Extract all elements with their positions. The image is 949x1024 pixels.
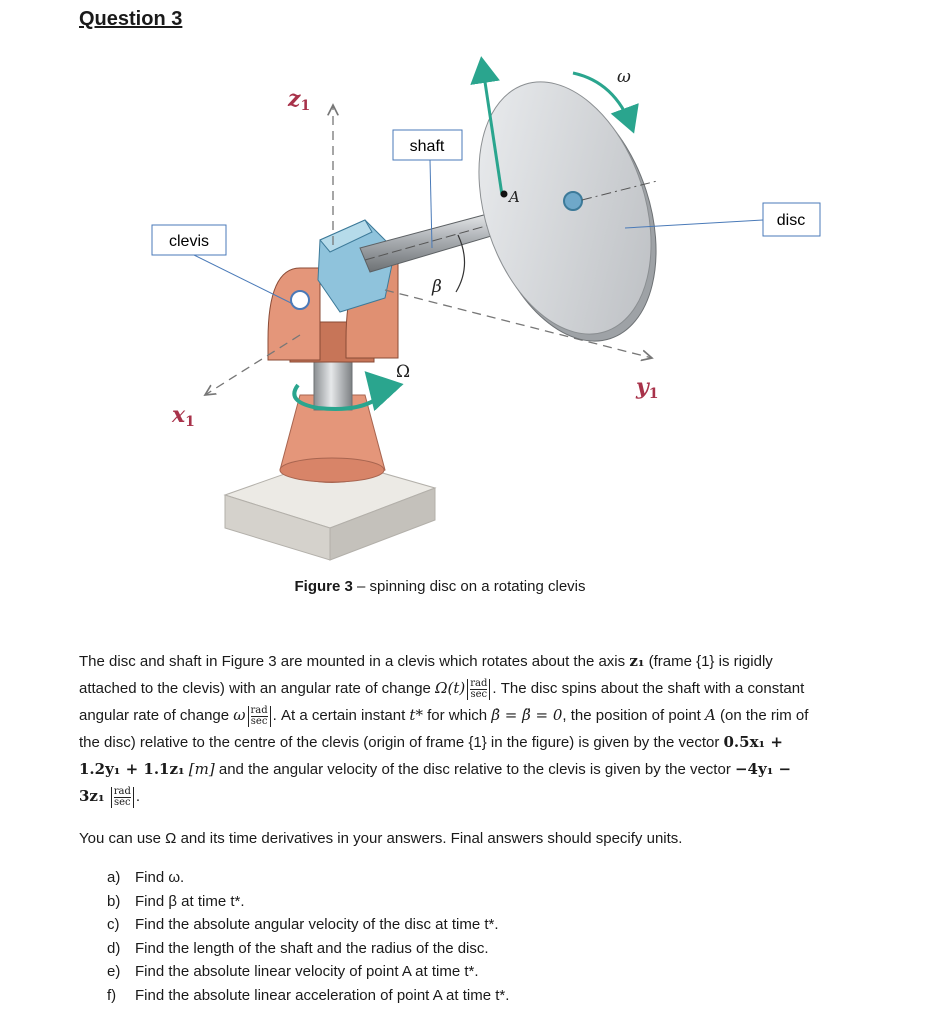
question-heading: Question 3 xyxy=(79,8,183,30)
figure-caption: Figure 3 – spinning disc on a rotating clevis xyxy=(294,578,586,595)
question-text: Find the absolute angular velocity of the disc at time t*. xyxy=(135,916,499,933)
A-label: A xyxy=(509,188,520,206)
question-label: d) xyxy=(107,939,121,957)
y1-label: y1 xyxy=(636,374,659,402)
question-text: Find the length of the shaft and the radius of the disc. xyxy=(135,939,489,957)
x1-label: x1 xyxy=(172,402,195,430)
z1-label: z1 xyxy=(288,86,311,114)
Omega-label: Ω xyxy=(396,362,411,382)
question-label: f) xyxy=(107,986,117,1004)
question-text: Find β at time t*. xyxy=(135,892,245,910)
beta-label: β xyxy=(432,277,442,297)
svg-text:disc: disc xyxy=(776,212,806,229)
question-label: c) xyxy=(107,916,120,933)
question-text: Find the absolute linear acceleration of point A at time t*. xyxy=(135,986,510,1004)
svg-text:clevis: clevis xyxy=(168,233,210,250)
question-item xyxy=(107,937,509,961)
x1-axis xyxy=(205,335,300,395)
question-label: b) xyxy=(107,892,121,910)
problem-statement: The disc and shaft in Figure 3 are mounted in a clevis which rotates about the axis z₁ (frame {1} is rigidly attached to the clevis) with an angular rate of change Ω(t) $\frac{\text{rad}}{\sec}$ . The disc spins about the shaft with a constant angular rate of change ω $\frac{\text{rad}}{\sec}$ . At a certain instant t* for which β̇ = β̈ = 0, the position of point A (on the rim of the disc) relative to the centre of the clevis (origin of frame {1} in the figure) is given by the vector 0.5x₁ + 1.2y₁ + 1.1z₁ [m] and the angular velocity of the disc relative to the clevis is given by the vector −4y₁ − 3z₁ $\frac{\text{rad}}{\sec}$ . xyxy=(79,652,809,808)
question-text: Find ω. xyxy=(135,869,185,886)
clevis-leader xyxy=(192,254,293,304)
omega-label: ω xyxy=(617,67,631,87)
point-a xyxy=(501,191,508,198)
unit-rad-per-sec: $\frac{\text{rad}}{\sec}$ xyxy=(467,679,490,700)
vertical-post xyxy=(314,360,352,410)
shaft xyxy=(360,212,505,272)
note: You can use Ω and its time derivatives in your answers. Final answers should specify units. xyxy=(79,830,683,847)
question-item xyxy=(107,866,509,890)
question-item xyxy=(107,960,509,984)
shaft-callout xyxy=(393,130,462,160)
question-item xyxy=(107,913,509,937)
question-text: Find the absolute linear velocity of point A at time t*. xyxy=(135,963,479,980)
question-item xyxy=(107,984,509,1008)
question-item xyxy=(107,890,509,914)
clevis-callout xyxy=(152,225,226,255)
question-label: a) xyxy=(107,869,121,886)
disc xyxy=(449,60,687,364)
figure-spinning-disc xyxy=(0,40,880,570)
question-label: e) xyxy=(107,963,121,980)
question-list xyxy=(107,866,509,1007)
disc-callout xyxy=(763,203,820,236)
svg-text:shaft: shaft xyxy=(409,138,445,155)
